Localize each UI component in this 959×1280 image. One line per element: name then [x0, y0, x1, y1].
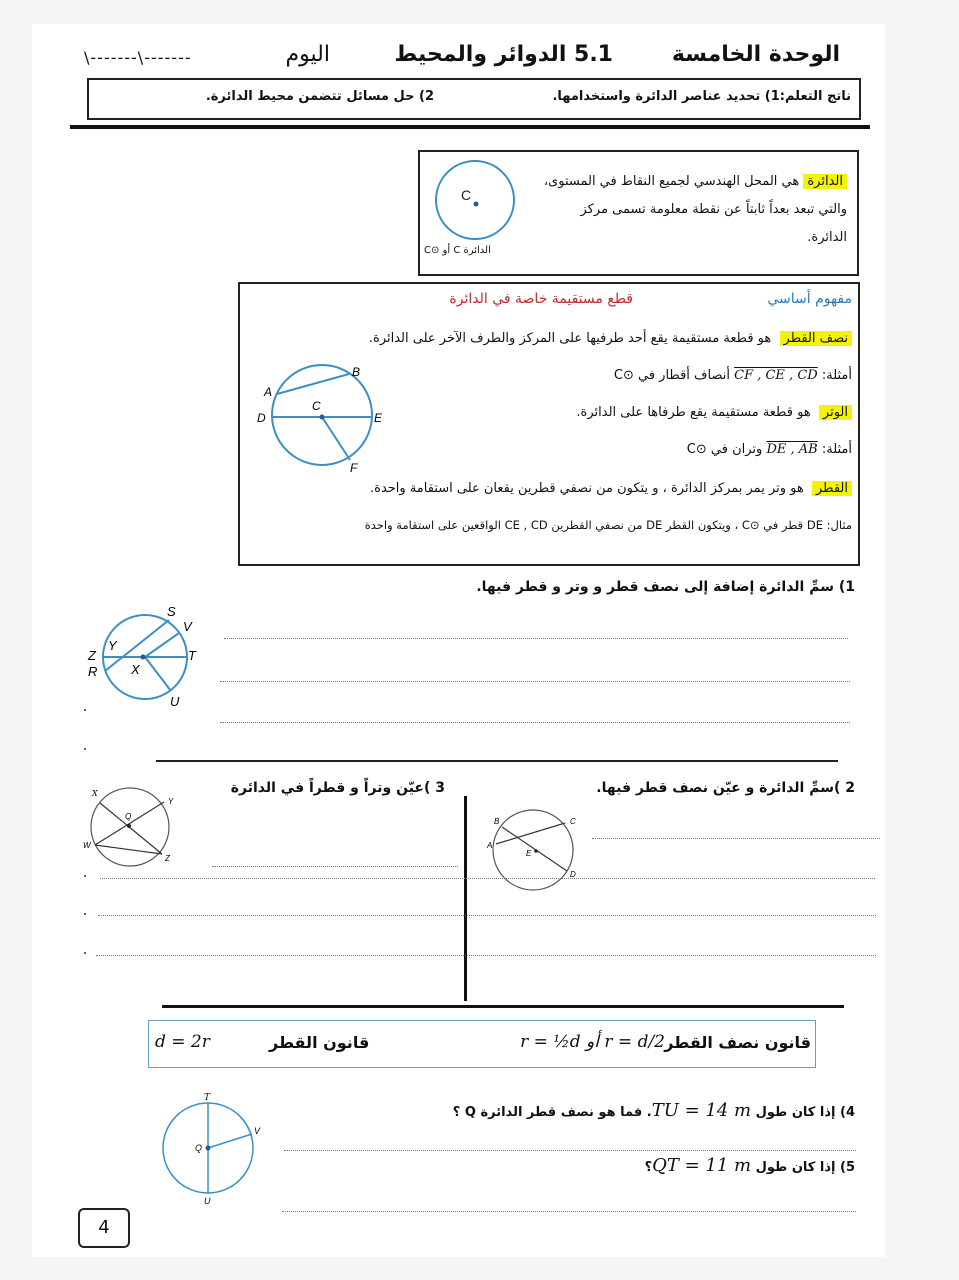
label-s: S [167, 604, 176, 619]
question-1: 1) سمِّ الدائرة إضافة إلى نصف قطر و وتر و قطر فيها. [476, 579, 855, 595]
label-d: D [257, 411, 266, 425]
q1-circle-diagram [82, 602, 212, 712]
bullet [84, 875, 86, 877]
circle-definition-box [418, 150, 859, 276]
label-d: D [570, 870, 576, 879]
label-v: V [254, 1126, 261, 1136]
label-a: A [264, 385, 273, 399]
question-3: 3 )عيّن وتراً و قطراً في الدائرة [230, 780, 445, 796]
q3-circle-diagram [82, 782, 182, 872]
radius-cf [322, 417, 350, 460]
label-b: B [494, 817, 500, 826]
chord-example-segments: DE , AB [766, 442, 818, 457]
radius-qv [208, 1134, 252, 1148]
unit-title: الوحدة الخامسة [671, 42, 840, 67]
day-label: اليوم [285, 42, 330, 67]
center-point [127, 824, 131, 828]
circle-definition-text: هي المحل الهندسي لجميع النقاط في المستوى، والتي تبعد بعداً ثابتاً عن نقطة معلومة تسمى مركز الدائرة. [543, 174, 847, 245]
center-label: C [461, 187, 472, 203]
concept-title: قطع مستقيمة خاصة في الدائرة [449, 291, 633, 307]
answer-line[interactable] [282, 1211, 856, 1212]
radius-formula-label: قانون نصف القطر [664, 1033, 811, 1052]
label-c: C [570, 817, 576, 826]
answer-line[interactable] [592, 838, 880, 839]
term-radius: نصف القطر [780, 331, 852, 346]
label-e: E [526, 849, 532, 858]
concept-label: مفهوم أساسي [767, 291, 852, 307]
learning-outcomes-box [87, 78, 861, 120]
q4-prefix: 4) إذا كان طول [755, 1105, 855, 1120]
chord-example-prefix: أمثلة: [821, 442, 852, 457]
center-point [206, 1146, 211, 1151]
answer-line[interactable] [220, 722, 850, 723]
q5-suffix: ؟ [644, 1160, 653, 1175]
column-divider [464, 796, 467, 1001]
answer-line[interactable] [220, 681, 850, 682]
question-2: 2 )سمِّ الدائرة و عيّن نصف قطر فيها. [596, 780, 855, 796]
question-4 [453, 1100, 855, 1121]
answer-line[interactable] [212, 866, 458, 867]
day-blank[interactable]: \-------\------- [84, 48, 192, 67]
circle-segments-diagram [252, 360, 382, 472]
circle-caption: الدائرة C أو ⊙C [424, 245, 491, 256]
radius-example-segments: CF , CE , CD [734, 368, 818, 383]
formula-box [148, 1020, 816, 1068]
label-u: U [170, 694, 180, 709]
label-y: Y [168, 797, 174, 806]
center-point [320, 415, 325, 420]
label-a: A [487, 841, 493, 850]
page-number: 4 [78, 1208, 130, 1248]
label-b: B [352, 365, 361, 379]
chord-definition: هو قطعة مستقيمة يقع طرفاها على الدائرة. [576, 405, 811, 420]
center-point [534, 849, 538, 853]
question-5 [645, 1155, 855, 1176]
q5-math: QT = 11 m [652, 1155, 752, 1176]
label-w: W [83, 841, 91, 850]
q2-circle-diagram [484, 804, 594, 894]
term-diameter: القطر [812, 481, 852, 496]
label-r: R [88, 664, 98, 679]
circle-shape [436, 161, 514, 239]
diameter-example: مثال: DE قطر في ⊙C ، ويتكون القطر DE من نصفي القطرين CE , CD الواقعين على استقامة واحدة [364, 518, 852, 532]
chord-ab [277, 374, 349, 394]
center-point [474, 202, 479, 207]
label-u: U [204, 1196, 211, 1206]
label-c: C [312, 399, 321, 413]
label-z: Z [165, 854, 170, 863]
radius-xv [145, 633, 179, 657]
label-q: Q [195, 1143, 203, 1153]
term-circle: الدائرة [803, 174, 847, 189]
bullet [84, 709, 86, 711]
diameter-formula: d = 2r [155, 1032, 210, 1052]
radius-formula-text: r = d/2 أو r = ½d [520, 1032, 665, 1052]
chord-example-suffix: وتران في ⊙C [686, 442, 763, 457]
diameter-formula-label: قانون القطر [269, 1033, 370, 1052]
bullet [84, 748, 86, 750]
diameter-definition: هو وتر يمر بمركز الدائرة ، و يتكون من نصفي قطرين يقعان على استقامة واحدة. [370, 481, 804, 496]
label-t: T [188, 648, 196, 663]
bullet [84, 952, 86, 954]
q4-math: TU = 14 m [651, 1100, 752, 1121]
q45-circle-diagram [152, 1088, 272, 1208]
radius-example-suffix: أنصاف أقطار في ⊙C [613, 368, 730, 383]
label-x: X [131, 662, 140, 677]
label-y: Y [108, 638, 117, 653]
worksheet-page [32, 24, 885, 1257]
chord-bd [502, 827, 567, 871]
answer-line[interactable] [100, 878, 875, 879]
label-x: X [92, 789, 98, 798]
chord-ac [496, 823, 565, 844]
radius-definition: هو قطعة مستقيمة يقع أحد طرفيها على المركز والطرف الآخر على الدائرة. [368, 331, 772, 346]
section-divider [162, 1005, 844, 1008]
answer-line[interactable] [224, 638, 848, 639]
label-t: T [204, 1093, 211, 1103]
radius-xu [145, 657, 171, 691]
answer-line[interactable] [98, 915, 876, 916]
bullet [84, 913, 86, 915]
chord-wy [95, 802, 164, 845]
term-chord: الوتر [819, 405, 852, 420]
outcome-2: 2) حل مسائل تتضمن محيط الدائرة. [205, 89, 434, 104]
q4-suffix: . فما هو نصف قطر الدائرة Q ؟ [452, 1105, 652, 1120]
outcome-1: ناتج التعلم:1) تحديد عناصر الدائرة واستخدامها. [552, 89, 851, 104]
label-f: F [350, 461, 358, 472]
radius-example-prefix: أمثلة: [821, 368, 852, 383]
label-v: V [183, 619, 192, 634]
radius-formula [520, 1032, 665, 1052]
section-divider [156, 760, 838, 762]
label-z: Z [88, 648, 96, 663]
answer-line[interactable] [284, 1150, 856, 1151]
label-e: E [374, 411, 382, 425]
key-concept-box [238, 282, 860, 566]
lesson-title: 5.1 الدوائر والمحيط [394, 42, 613, 67]
center-point [141, 655, 146, 660]
answer-line[interactable] [96, 955, 876, 956]
q5-prefix: 5) إذا كان طول [755, 1160, 855, 1175]
header-divider [70, 125, 870, 129]
label-q: Q [125, 812, 132, 821]
